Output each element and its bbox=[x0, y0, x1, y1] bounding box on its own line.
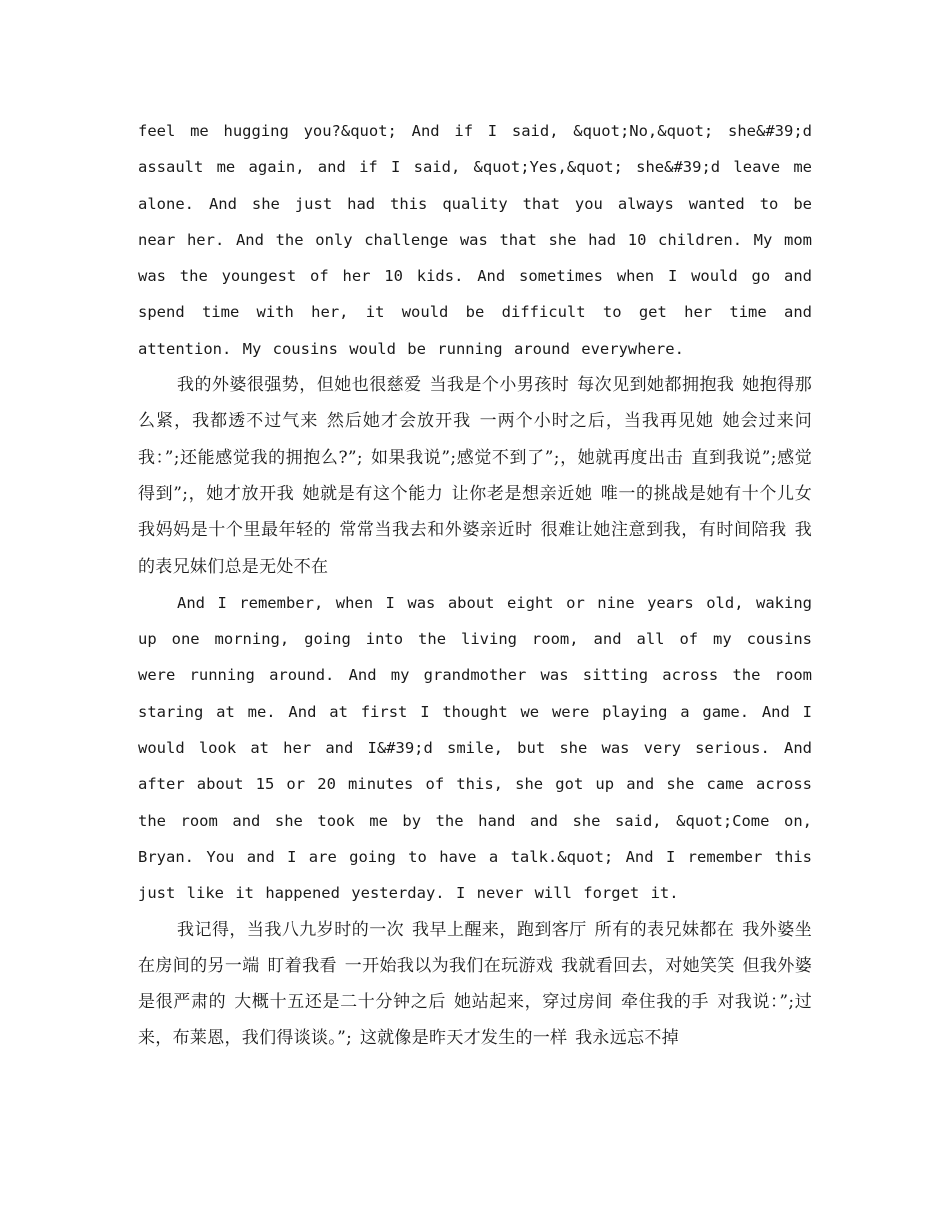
paragraph-chinese-2: 我记得，当我八九岁时的一次 我早上醒来，跑到客厅 所有的表兄妹都在 我外婆坐在房间的另一端 盯着我看 一开始我以为我们在玩游戏 我就看回去，对她笑笑 但我外婆是很严肃的 大概十五还是二十分钟之后 她站起来，穿过房间 牵住我的手 对我说：”;过来，布莱恩，我们得谈谈。”; 这就像是昨天才发生的一样 我永远忘不掉 bbox=[138, 919, 812, 1049]
document-page bbox=[138, 113, 812, 1057]
paragraph-english-2: And I remember, when I was about eight or nine years old, waking up one morning, going into the living room, and all of my cousins were running around. And my grandmother was sitting across the room staring at me. And at first I thought we were playing a game. And I would look at her and I&#39;d smile, but she was very serious. And after about 15 or 20 minutes of this, she got up and she came across the room and she took me by the hand and she said, &quot;Come on, Bryan. You and I are going to have a talk.&quot; And I remember this just like it happened yesterday. I never will forget it. bbox=[138, 593, 812, 903]
paragraph-chinese-1: 我的外婆很强势，但她也很慈爱 当我是个小男孩时 每次见到她都拥抱我 她抱得那么紧，我都透不过气来 然后她才会放开我 一两个小时之后，当我再见她 她会过来问我：”;还能感觉我的拥抱么?”; 如果我说”;感觉不到了”;，她就再度出击 直到我说”;感觉得到”;，她才放开我 她就是有这个能力 让你老是想亲近她 唯一的挑战是她有十个儿女 我妈妈是十个里最年轻的 常常当我去和外婆亲近时 很难让她注意到我，有时间陪我 我的表兄妹们总是无处不在 bbox=[138, 375, 812, 577]
paragraph-english-1: feel me hugging you?&quot; And if I said, &quot;No,&quot; she&#39;d assault me again, and if I said, &quot;Yes,&quot; she&#39;d leave me alone. And she just had this quality that you always wanted to be near her. And the only challenge was that she had 10 children. My mom was the youngest of her 10 kids. And sometimes when I would go and spend time with her, it would be difficult to get her time and attention. My cousins would be running around everywhere. bbox=[138, 122, 812, 358]
